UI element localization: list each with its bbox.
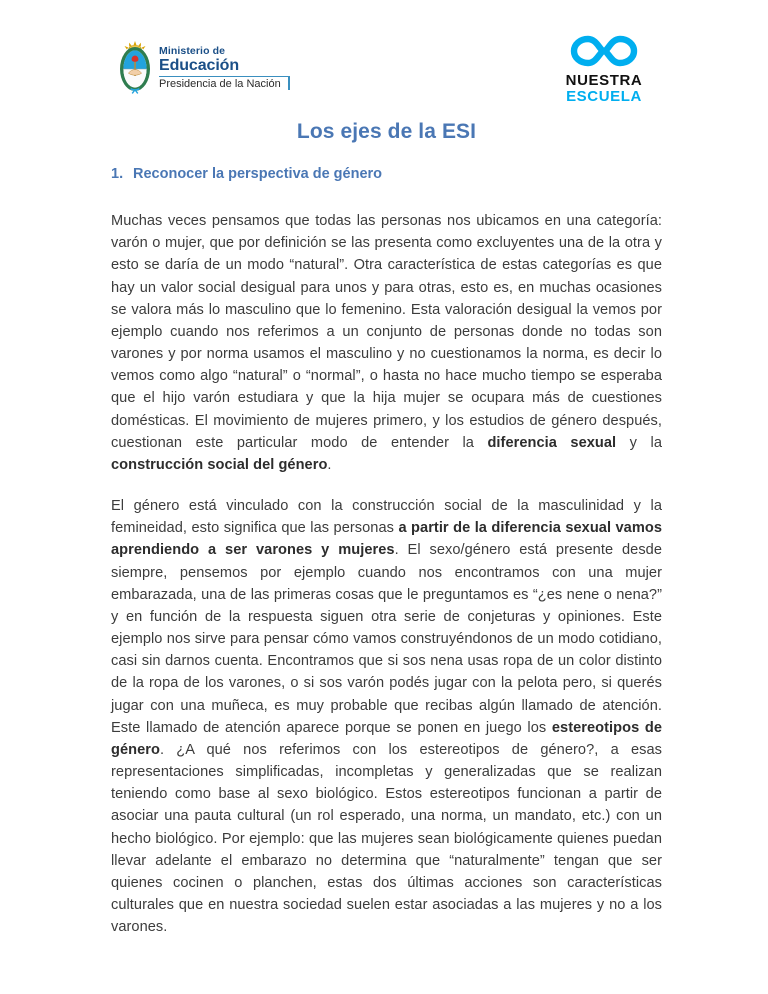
emphasis-text: a partir de la diferencia sexual vamos aprendiendo a ser varones y mujeres: [111, 520, 663, 559]
body-text: y la: [616, 434, 662, 451]
ministerio-logo-text: [159, 46, 290, 90]
infinity-symbol-icon: [564, 32, 644, 70]
ministerio-line-2: Educación: [159, 56, 240, 74]
ministerio-educacion-logo: [118, 40, 290, 96]
nuestra-escuela-line-2: ESCUELA: [566, 87, 642, 105]
page-title: Los ejes de la ESI: [296, 120, 477, 143]
nuestra-escuela-line-1: NUESTRA: [565, 72, 643, 89]
document-body: [111, 120, 662, 939]
ministerio-line-3: Presidencia de la Nación: [159, 76, 290, 91]
document-header: [0, 28, 768, 110]
body-text: .: [327, 456, 332, 473]
argentina-coat-of-arms-icon: [118, 40, 152, 96]
emphasis-text: estereotipos de género: [111, 719, 662, 758]
body-text: El género está vinculado con la construcción social de la masculinidad y la femineidad, esto significa que las personas: [111, 498, 662, 537]
section-heading: [111, 166, 662, 182]
paragraph-1: [111, 210, 662, 476]
ministerio-line-1: Ministerio de: [159, 45, 226, 57]
body-text: Muchas veces pensamos que todas las personas nos ubicamos en una categoría: varón o mujer, que por definición se las presenta como excluyentes una de la otra y esto se daría de un modo “natural”. Otra característica de estas categorías es que hay un valor social desigual para unos y para otras, esto es, en muchas ocasiones se valora más lo masculino que lo femenino. Esta valoración desigual la vemos por ejemplo cuando nos referimos a un conjunto de personas donde no todas son varones y por norma usamos el masculino y no cuestionamos la norma, es decir lo vemos como algo “natural” o “normal”, o hasta no hace mucho tiempo se esperaba que el hijo varón estudiara y que la hija mujer se ocupara más de cuestiones domésticas. El movimiento de mujeres primero, y los estudios de género después, cuestionan este particular modo de entender la: [111, 213, 662, 451]
emphasis-text: diferencia sexual: [487, 434, 617, 451]
paragraph-list: [111, 210, 662, 939]
section-number: 1.: [111, 166, 124, 182]
paragraph-2: [111, 495, 662, 938]
nuestra-escuela-logo: [562, 32, 646, 104]
section-title: Reconocer la perspectiva de género: [133, 166, 383, 182]
body-text: . ¿A qué nos referimos con los estereotipos de género?, a esas representaciones simplificadas, incompletas y generalizadas que se realizan teniendo como base al sexo biológico. Estos estereotipos funcionan a partir de asociar una pauta cultural (un rol esperado, una norma, un mandato, etc.) con un hecho biológico. Por ejemplo: que las mujeres sean biológicamente quienes puedan llevar adelante el embarazo no determina que “naturalmente” tengan que ser quienes cocinen o planchen, estas dos últimas acciones son características culturales que en nuestra sociedad suelen estar asociadas a las mujeres y no a los varones.: [111, 741, 662, 936]
body-text: . El sexo/género está presente desde siempre, pensemos por ejemplo cuando nos encontramos con una mujer embarazada, una de las primeras cosas que le preguntamos es “¿es nene o nena?” y en función de la respuesta siguen otra serie de conjeturas y opiniones. Este ejemplo nos sirve para pensar cómo vamos construyéndonos de un modo cotidiano, casi sin darnos cuenta. Encontramos que si sos nena usas ropa de un color distinto de la ropa de los varones, o si sos varón podés jugar con la pelota pero, si querés jugar con una muñeca, es muy probable que recibas algún llamado de atención. Este llamado de atención aparece porque se ponen en juego los: [111, 542, 662, 736]
emphasis-text: construcción social del género: [111, 456, 328, 473]
